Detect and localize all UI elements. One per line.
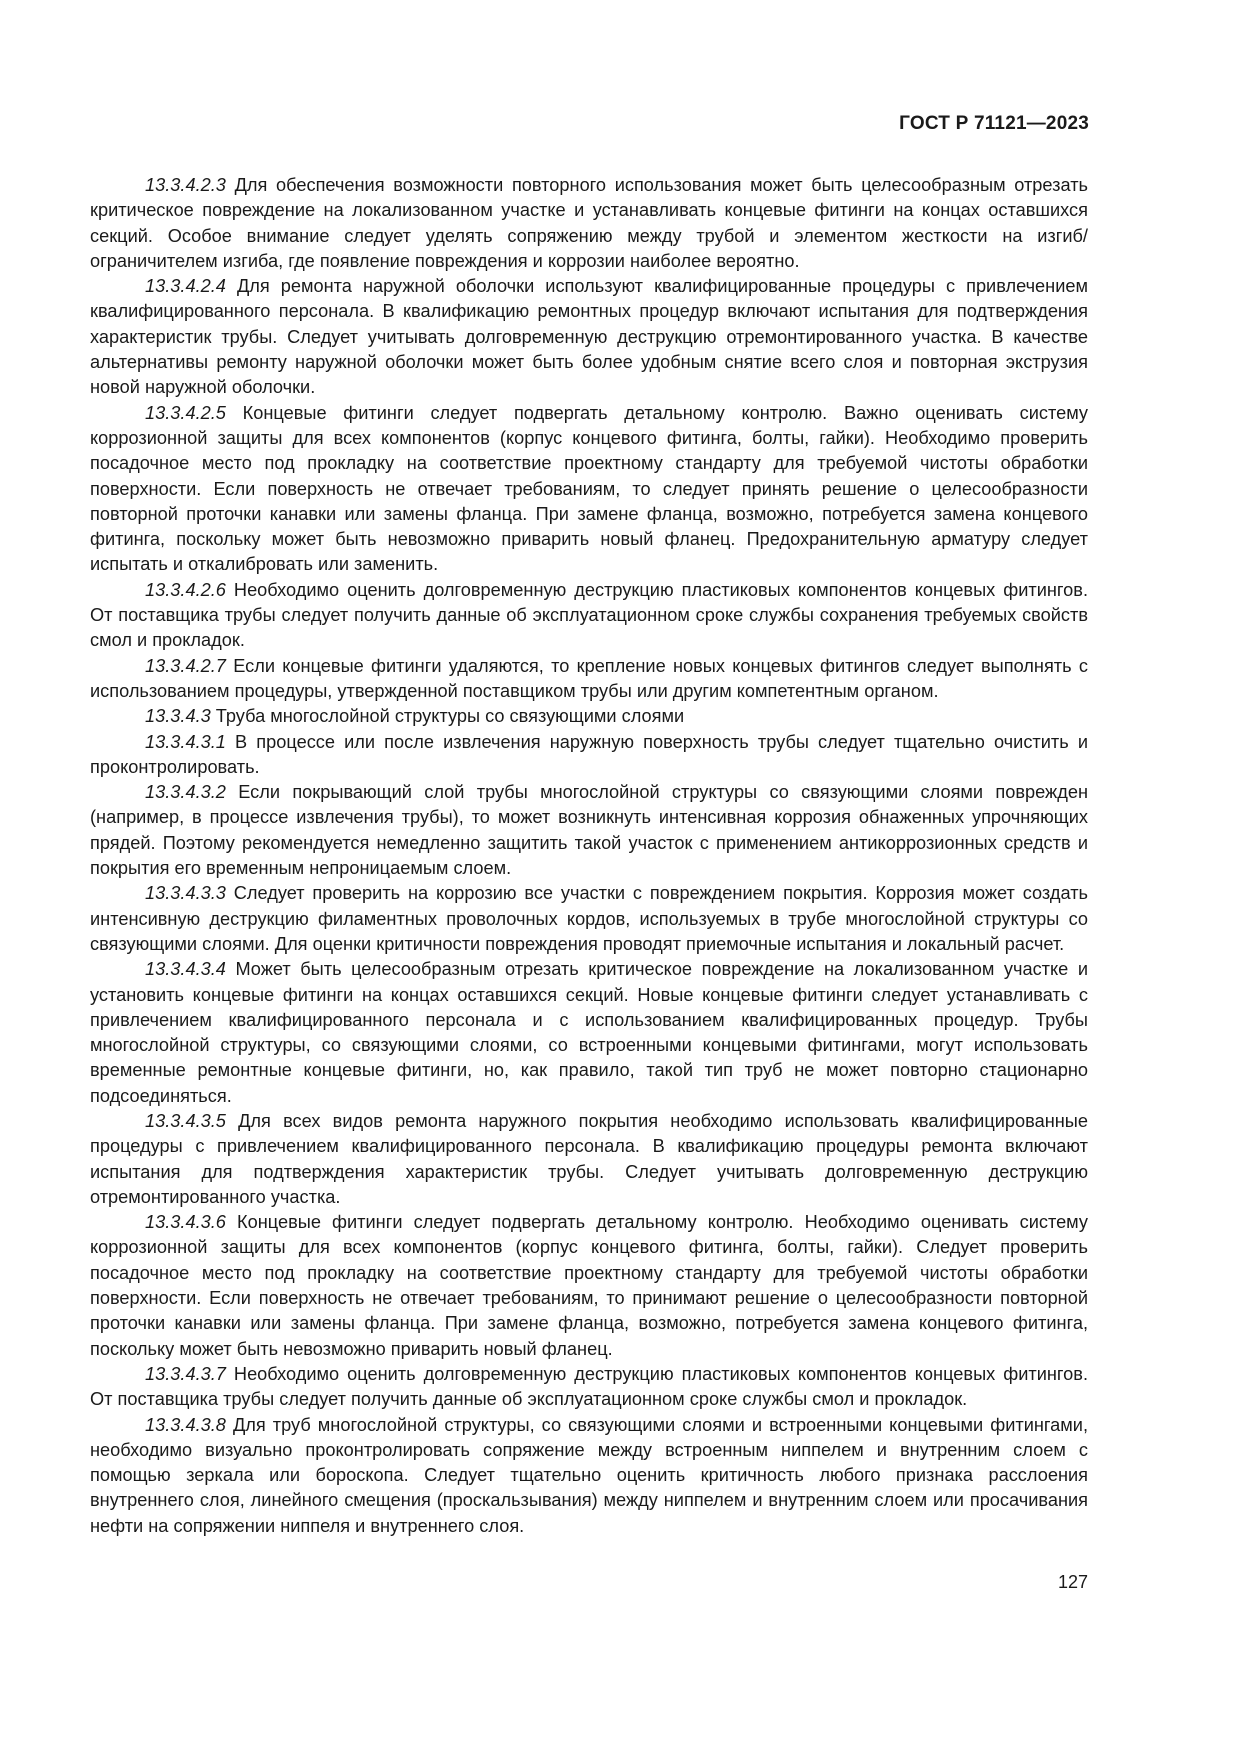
clause-text: Труба многослойной структуры со связующими слоями: [210, 706, 685, 727]
clause-number: 13.3.4.3.7: [145, 1363, 226, 1384]
clause-text: Следует проверить на коррозию все участки с повреждением покрытия. Коррозия может создать интенсивную деструкцию филаментных проволочных кордов, используемых в трубе многослойной структуры со связующими слоями. Для оценки критичности повреждения проводят приемочные испытания и локальный расчет.: [90, 883, 1088, 954]
clause-number: 13.3.4.2.7: [145, 655, 226, 676]
clause-text: Концевые фитинги следует подвергать детальному контролю. Важно оценивать систему коррозионной защиты для всех компонентов (корпус концевого фитинга, болты, гайки). Необходимо проверить посадочное место под прокладку на соответствие проектному стандарту для требуемой чистоты обработки поверхности. Если поверхность не отвечает требованиям, то следует принять решение о целесообразности повторной проточки канавки или замены фланца. При замене фланца, возможно, потребуется замена концевого фитинга, поскольку может быть невозможно приварить новый фланец. Предохранительную арматуру следует испытать и откалибровать или заменить.: [90, 402, 1088, 575]
clause-text: Если покрывающий слой трубы многослойной структуры со связующими слоями поврежден (например, в процессе извлечения трубы), то может возникнуть интенсивная коррозия обнаженных упрочняющих прядей. Поэтому рекомендуется немедленно защитить такой участок с применением антикоррозионных средств и покрытия его временным непроницаемым слоем.: [90, 782, 1088, 879]
paragraph: [90, 578, 1088, 654]
paragraph: [90, 274, 1088, 400]
clause-text: Концевые фитинги следует подвергать детальному контролю. Необходимо оценивать систему коррозионной защиты для всех компонентов (корпус концевого фитинга, болты, гайки). Следует проверить посадочное место под прокладку на соответствие проектному стандарту для требуемой чистоты обработки поверхности. Если поверхность не отвечает требованиям, то принимают решение о целесообразности повторной проточки канавки или замены фланца. При замене фланца, возможно, потребуется замена концевого фитинга, поскольку может быть невозможно приварить новый фланец.: [90, 1212, 1088, 1359]
paragraph: [90, 957, 1088, 1109]
clause-number: 13.3.4.3.4: [145, 959, 226, 980]
clause-number: 13.3.4.3.6: [145, 1212, 226, 1233]
clause-text: Для всех видов ремонта наружного покрытия необходимо использовать квалифицированные процедуры с привлечением квалифицированного персонала. В квалификацию процедуры ремонта включают испытания для подтверждения характеристик трубы. Следует учитывать долговременную деструкцию отремонтированного участка.: [90, 1110, 1088, 1207]
paragraph: [90, 1210, 1088, 1362]
clause-number: 13.3.4.3.1: [145, 731, 226, 752]
document-body: [90, 173, 1088, 1539]
clause-text: Для ремонта наружной оболочки используют квалифицированные процедуры с привлечением квалифицированного персонала. В квалификацию ремонтных процедур включают испытания для подтверждения характеристик трубы. Следует учитывать долговременную деструкцию отремонтированного участка. В качестве альтернативы ремонту наружной оболочки может быть более удобным снятие всего слоя и повторная экструзия новой наружной оболочки.: [90, 276, 1088, 398]
clause-number: 13.3.4.3.8: [145, 1414, 226, 1435]
clause-text: В процессе или после извлечения наружную поверхность трубы следует тщательно очистить и проконтролировать.: [90, 731, 1088, 777]
paragraph: [90, 173, 1088, 274]
paragraph: [90, 780, 1088, 881]
clause-number: 13.3.4.2.3: [145, 175, 226, 195]
paragraph: [90, 401, 1088, 578]
clause-number: 13.3.4.2.4: [145, 276, 226, 297]
clause-number: 13.3.4.3: [145, 706, 211, 727]
section-heading: [90, 704, 1088, 729]
clause-text: Может быть целесообразным отрезать критическое повреждение на локализованном участке и установить концевые фитинги на концах оставшихся секций. Новые концевые фитинги следует устанавливать с привлечением квалифицированного персонала и с использованием квалифицированных процедур. Трубы многослойной структуры, со связующими слоями, со встроенными концевыми фитингами, могут использовать временные ремонтные концевые фитинги, но, как правило, такой тип труб не может повторно стационарно подсоединяться.: [90, 959, 1088, 1106]
clause-text: Если концевые фитинги удаляются, то крепление новых концевых фитингов следует выполнять с использованием процедуры, утвержденной поставщиком трубы или другим компетентным органом.: [90, 655, 1088, 701]
page-number: 127: [1057, 1572, 1088, 1592]
paragraph: [90, 1413, 1088, 1539]
clause-text: Для обеспечения возможности повторного использования может быть целесообразным отрезать критическое повреждение на локализованном участке и устанавливать концевые фитинги на концах оставшихся секций. Особое внимание следует уделять сопряжению между трубой и элементом жесткости на изгиб/ограничителем изгиба, где появление повреждения и коррозии наиболее вероятно.: [90, 175, 1088, 271]
clause-number: 13.3.4.3.2: [145, 782, 226, 803]
clause-text: Необходимо оценить долговременную деструкцию пластиковых компонентов концевых фитингов. От поставщика трубы следует получить данные об эксплуатационном сроке службы сохранения требуемых свойств смол и прокладок.: [90, 579, 1088, 651]
clause-text: Для труб многослойной структуры, со связующими слоями и встроенными концевыми фитингами, необходимо визуально проконтролировать сопряжение между встроенным ниппелем и внутренним слоем с помощью зеркала или бороскопа. Следует тщательно оценить критичность любого признака расслоения внутреннего слоя, линейного смещения (проскальзывания) между ниппелем и внутренним слоем или просачивания нефти на сопряжении ниппеля и внутреннего слоя.: [90, 1414, 1088, 1536]
clause-number: 13.3.4.3.5: [145, 1110, 226, 1131]
paragraph: [90, 730, 1088, 781]
paragraph: [90, 881, 1088, 957]
paragraph: [90, 1109, 1088, 1210]
clause-text: Необходимо оценить долговременную деструкцию пластиковых компонентов концевых фитингов. От поставщика трубы следует получить данные об эксплуатационном сроке службы смол и прокладок.: [90, 1363, 1088, 1410]
paragraph: [90, 1362, 1088, 1413]
document-header: ГОСТ Р 71121—2023: [899, 113, 1089, 134]
clause-number: 13.3.4.2.5: [145, 402, 226, 423]
clause-number: 13.3.4.3.3: [145, 883, 226, 904]
clause-number: 13.3.4.2.6: [145, 579, 226, 600]
paragraph: [90, 654, 1088, 705]
